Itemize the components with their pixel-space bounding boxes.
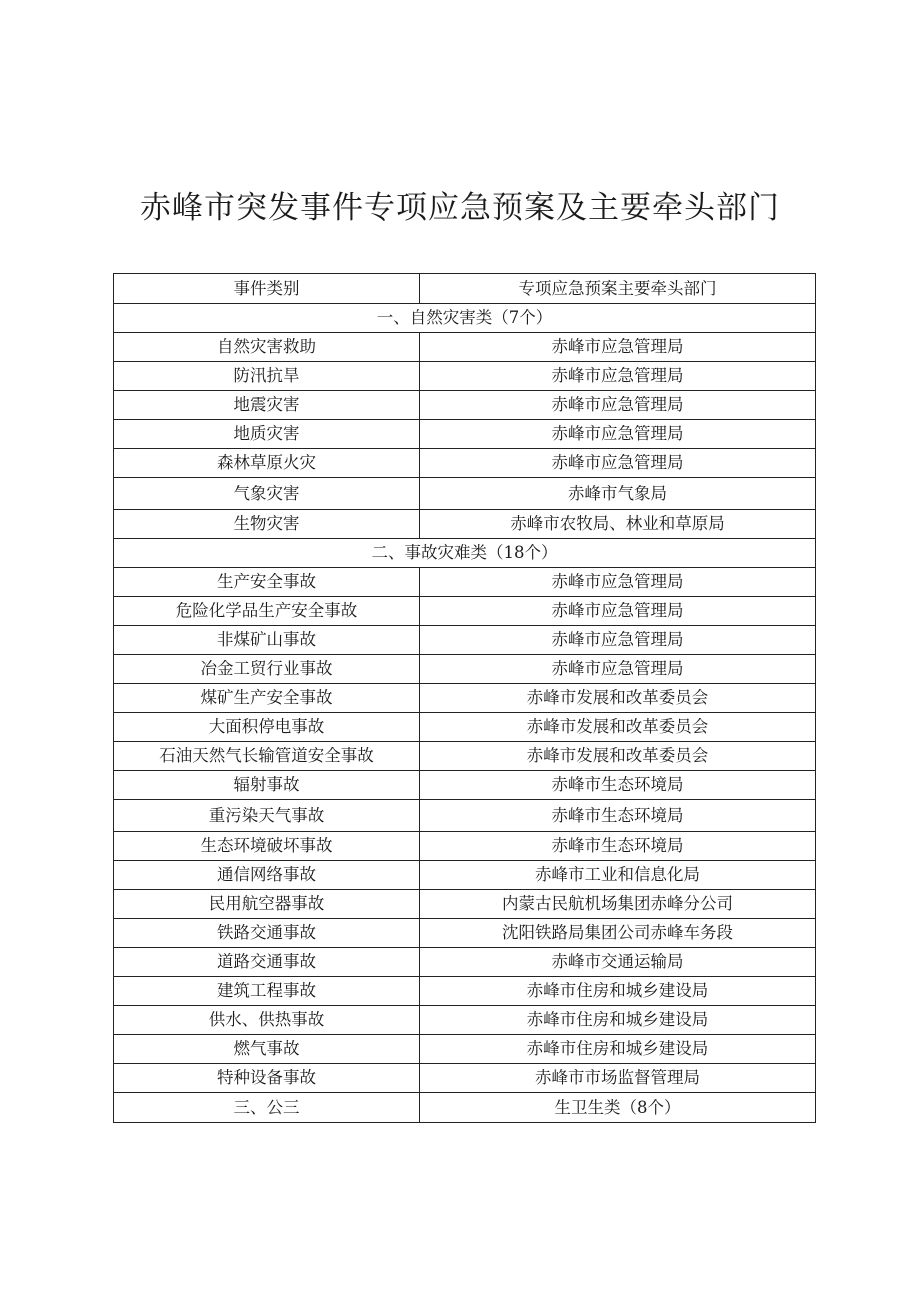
table-row [114,597,816,626]
event-category-cell: 煤矿生产安全事故 [114,684,420,713]
lead-department-cell: 内蒙古民航机场集团赤峰分公司 [420,890,816,919]
event-category-cell: 地质灾害 [114,420,420,449]
table-row [114,568,816,597]
section-heading-row [114,539,816,568]
event-category-cell: 冶金工贸行业事故 [114,655,420,684]
table-row [114,510,816,539]
lead-department-cell: 赤峰市应急管理局 [420,362,816,391]
event-category-cell: 石油天然气长输管道安全事故 [114,742,420,771]
lead-department-cell: 赤峰市农牧局、林业和草原局 [420,510,816,539]
lead-department-cell: 赤峰市市场监督管理局 [420,1064,816,1093]
table-row [114,832,816,861]
section-heading: 二、事故灾难类（18个） [114,539,816,568]
event-category-cell: 燃气事故 [114,1035,420,1064]
section-heading-row-split [114,1093,816,1123]
table-row [114,478,816,510]
table-body [114,274,816,1123]
event-category-cell: 特种设备事故 [114,1064,420,1093]
lead-department-cell: 赤峰市生态环境局 [420,800,816,832]
table-row [114,1006,816,1035]
event-category-cell: 生态环境破坏事故 [114,832,420,861]
header-department: 专项应急预案主要牵头部门 [420,274,816,304]
table-row [114,919,816,948]
event-category-cell: 危险化学品生产安全事故 [114,597,420,626]
table-row [114,333,816,362]
lead-department-cell: 赤峰市住房和城乡建设局 [420,977,816,1006]
lead-department-cell: 沈阳铁路局集团公司赤峰车务段 [420,919,816,948]
table-header-row [114,274,816,304]
lead-department-cell: 赤峰市发展和改革委员会 [420,713,816,742]
event-category-cell: 森林草原火灾 [114,449,420,478]
event-category-cell: 建筑工程事故 [114,977,420,1006]
lead-department-cell: 赤峰市应急管理局 [420,449,816,478]
section-heading-right-fragment: 生卫生类（8个） [420,1093,816,1123]
table-row [114,362,816,391]
table-row [114,713,816,742]
event-category-cell: 自然灾害救助 [114,333,420,362]
lead-department-cell: 赤峰市气象局 [420,478,816,510]
lead-department-cell: 赤峰市住房和城乡建设局 [420,1035,816,1064]
lead-department-cell: 赤峰市应急管理局 [420,420,816,449]
section-heading: 一、自然灾害类（7个） [114,304,816,333]
event-category-cell: 生物灾害 [114,510,420,539]
table-row [114,420,816,449]
event-category-cell: 防汛抗旱 [114,362,420,391]
lead-department-cell: 赤峰市交通运输局 [420,948,816,977]
table-row [114,890,816,919]
table-row [114,449,816,478]
event-category-cell: 供水、供热事故 [114,1006,420,1035]
event-category-cell: 气象灾害 [114,478,420,510]
lead-department-cell: 赤峰市应急管理局 [420,333,816,362]
section-heading-row [114,304,816,333]
table-row [114,742,816,771]
event-category-cell: 重污染天气事故 [114,800,420,832]
lead-department-cell: 赤峰市应急管理局 [420,568,816,597]
lead-department-cell: 赤峰市住房和城乡建设局 [420,1006,816,1035]
lead-department-cell: 赤峰市应急管理局 [420,391,816,420]
lead-department-cell: 赤峰市应急管理局 [420,597,816,626]
table-row [114,771,816,800]
table-row [114,655,816,684]
table-row [114,977,816,1006]
lead-department-cell: 赤峰市生态环境局 [420,832,816,861]
table-row [114,391,816,420]
emergency-plan-table [113,273,816,1123]
event-category-cell: 道路交通事故 [114,948,420,977]
section-heading-left-fragment: 三、公三 [114,1093,420,1123]
event-category-cell: 生产安全事故 [114,568,420,597]
table-row [114,948,816,977]
table-row [114,1035,816,1064]
event-category-cell: 通信网络事故 [114,861,420,890]
lead-department-cell: 赤峰市应急管理局 [420,655,816,684]
event-category-cell: 地震灾害 [114,391,420,420]
event-category-cell: 非煤矿山事故 [114,626,420,655]
table-row [114,800,816,832]
event-category-cell: 铁路交通事故 [114,919,420,948]
event-category-cell: 大面积停电事故 [114,713,420,742]
event-category-cell: 民用航空器事故 [114,890,420,919]
table-row [114,1064,816,1093]
lead-department-cell: 赤峰市应急管理局 [420,626,816,655]
event-category-cell: 辐射事故 [114,771,420,800]
lead-department-cell: 赤峰市工业和信息化局 [420,861,816,890]
table-row [114,626,816,655]
lead-department-cell: 赤峰市生态环境局 [420,771,816,800]
table-row [114,861,816,890]
document-title: 赤峰市突发事件专项应急预案及主要牵头部门 [140,190,780,226]
lead-department-cell: 赤峰市发展和改革委员会 [420,684,816,713]
table-row [114,684,816,713]
lead-department-cell: 赤峰市发展和改革委员会 [420,742,816,771]
header-category: 事件类别 [114,274,420,304]
